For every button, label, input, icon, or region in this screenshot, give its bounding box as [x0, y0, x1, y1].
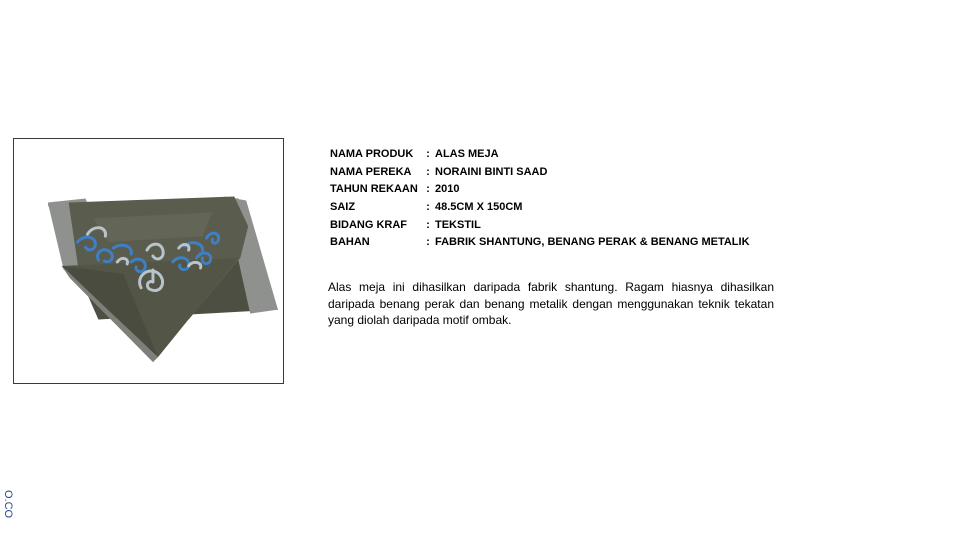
- spec-value: NORAINI BINTI SAAD: [435, 165, 548, 178]
- spec-separator: :: [426, 236, 430, 249]
- spec-row-bahan: [327, 233, 750, 251]
- spec-label: SAIZ: [330, 200, 356, 213]
- spec-label: NAMA PEREKA: [330, 165, 412, 178]
- spec-label: TAHUN REKAAN: [330, 183, 418, 196]
- spec-value: FABRIK SHANTUNG, BENANG PERAK & BENANG METALIK: [435, 236, 750, 249]
- spec-value: 48.5CM X 150CM: [435, 200, 523, 213]
- spec-row-bidang-kraf: [327, 216, 750, 234]
- table-runner-image: [14, 139, 283, 383]
- product-description: Alas meja ini dihasilkan daripada fabrik shantung. Ragam hiasnya dihasilkan daripada benang perak dan benang metalik dengan menggunakan teknik tekatan yang diolah daripada motif ombak.: [328, 280, 774, 327]
- spec-value: 2010: [435, 183, 460, 196]
- corner-text: O.CO: [2, 490, 14, 519]
- spec-label: BIDANG KRAF: [330, 218, 407, 231]
- spec-label: NAMA PRODUK: [330, 147, 414, 160]
- spec-separator: :: [426, 165, 430, 178]
- spec-label: BAHAN: [330, 236, 370, 249]
- spec-value: TEKSTIL: [435, 218, 481, 231]
- product-spec-table: [327, 145, 750, 251]
- spec-separator: :: [426, 218, 430, 231]
- product-photo: [13, 138, 284, 384]
- spec-separator: :: [426, 183, 430, 196]
- spec-row-nama-pereka: [327, 163, 750, 181]
- spec-separator: :: [426, 200, 430, 213]
- spec-row-nama-produk: [327, 145, 750, 163]
- spec-row-tahun-rekaan: [327, 180, 750, 198]
- spec-separator: :: [426, 147, 430, 160]
- spec-value: ALAS MEJA: [435, 147, 499, 160]
- spec-row-saiz: [327, 198, 750, 216]
